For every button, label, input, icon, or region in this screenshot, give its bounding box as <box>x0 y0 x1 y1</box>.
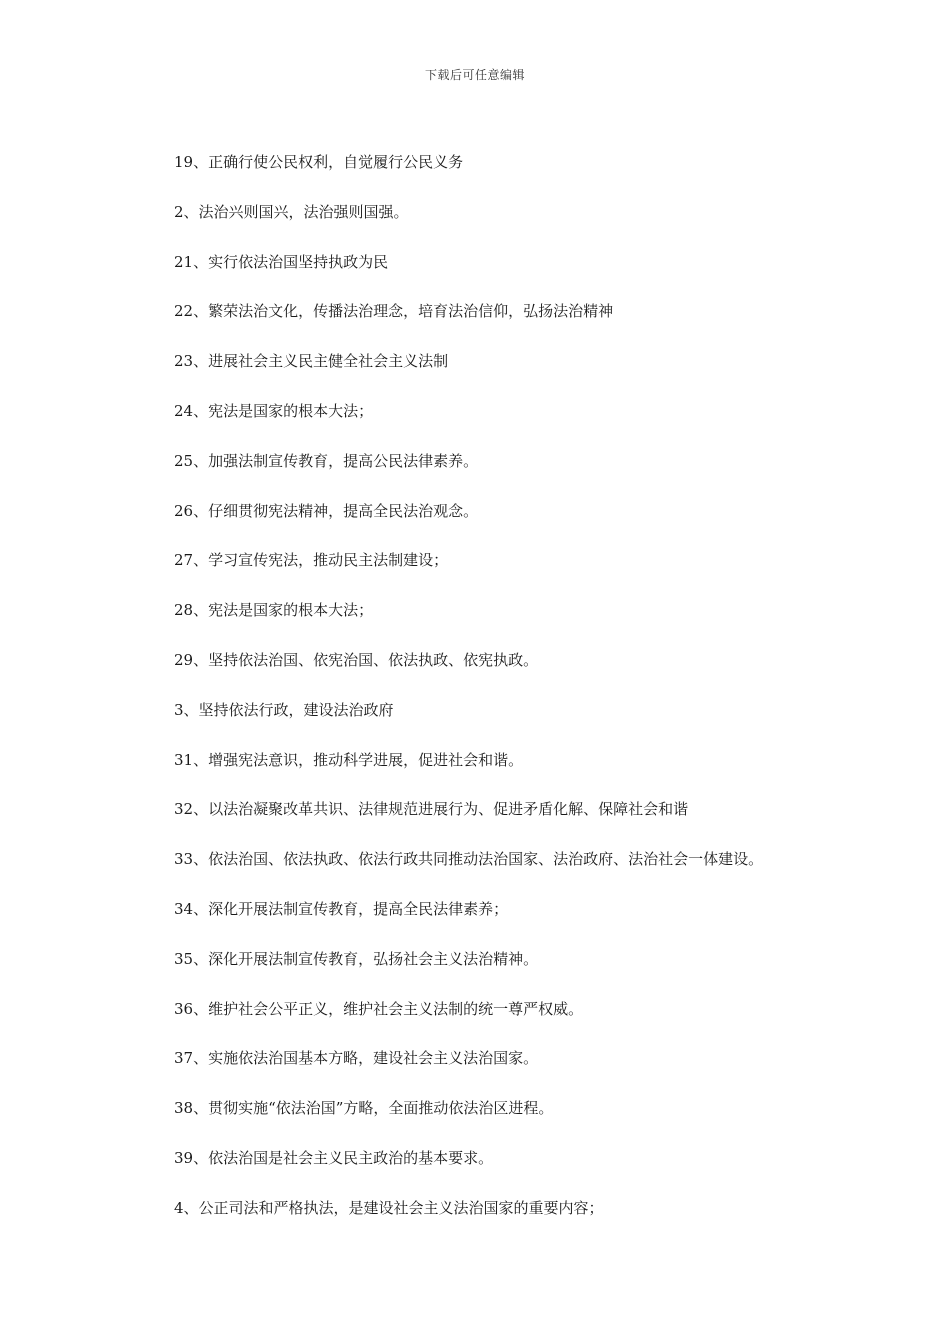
slogan-line: 28、宪法是国家的根本大法； <box>174 601 374 620</box>
slogan-line: 26、仔细贯彻宪法精神，提高全民法治观念。 <box>174 501 479 520</box>
slogan-line: 21、实行依法治国坚持执政为民 <box>174 252 389 271</box>
slogan-line: 39、依法治国是社会主义民主政治的基本要求。 <box>174 1148 494 1167</box>
slogan-line: 35、深化开展法制宣传教育，弘扬社会主义法治精神。 <box>174 949 539 968</box>
slogan-line: 3、坚持依法行政，建设法治政府 <box>174 700 394 719</box>
slogan-line: 27、学习宣传宪法，推动民主法制建设； <box>174 551 449 570</box>
slogan-line: 32、以法治凝聚改革共识、法律规范进展行为、促进矛盾化解、保障社会和谐 <box>174 800 689 819</box>
slogan-line: 22、繁荣法治文化，传播法治理念，培育法治信仰，弘扬法治精神 <box>174 302 614 321</box>
slogan-line: 36、维护社会公平正义，维护社会主义法制的统一尊严权威。 <box>174 999 584 1018</box>
slogan-line: 2、法治兴则国兴，法治强则国强。 <box>174 202 409 221</box>
slogan-line: 24、宪法是国家的根本大法； <box>174 401 374 420</box>
slogan-line: 29、坚持依法治国、依宪治国、依法执政、依宪执政。 <box>174 650 539 669</box>
slogan-line: 37、实施依法治国基本方略，建设社会主义法治国家。 <box>174 1049 539 1068</box>
slogan-line: 33、依法治国、依法执政、依法行政共同推动法治国家、法治政府、法治社会一体建设。 <box>174 850 764 869</box>
slogan-line: 4、公正司法和严格执法，是建设社会主义法治国家的重要内容； <box>174 1198 604 1217</box>
slogan-line: 38、贯彻实施“依法治国”方略，全面推动依法治区进程。 <box>174 1099 554 1118</box>
slogan-line: 34、深化开展法制宣传教育，提高全民法律素养； <box>174 899 509 918</box>
page-header: 下载后可任意编辑 <box>424 68 525 82</box>
slogan-list <box>174 150 874 1246</box>
slogan-line: 25、加强法制宣传教育，提高公民法律素养。 <box>174 451 479 470</box>
slogan-line: 23、进展社会主义民主健全社会主义法制 <box>174 352 449 371</box>
slogan-line: 19、正确行使公民权利，自觉履行公民义务 <box>174 153 464 171</box>
slogan-line: 31、增强宪法意识，推动科学进展，促进社会和谐。 <box>174 750 524 769</box>
